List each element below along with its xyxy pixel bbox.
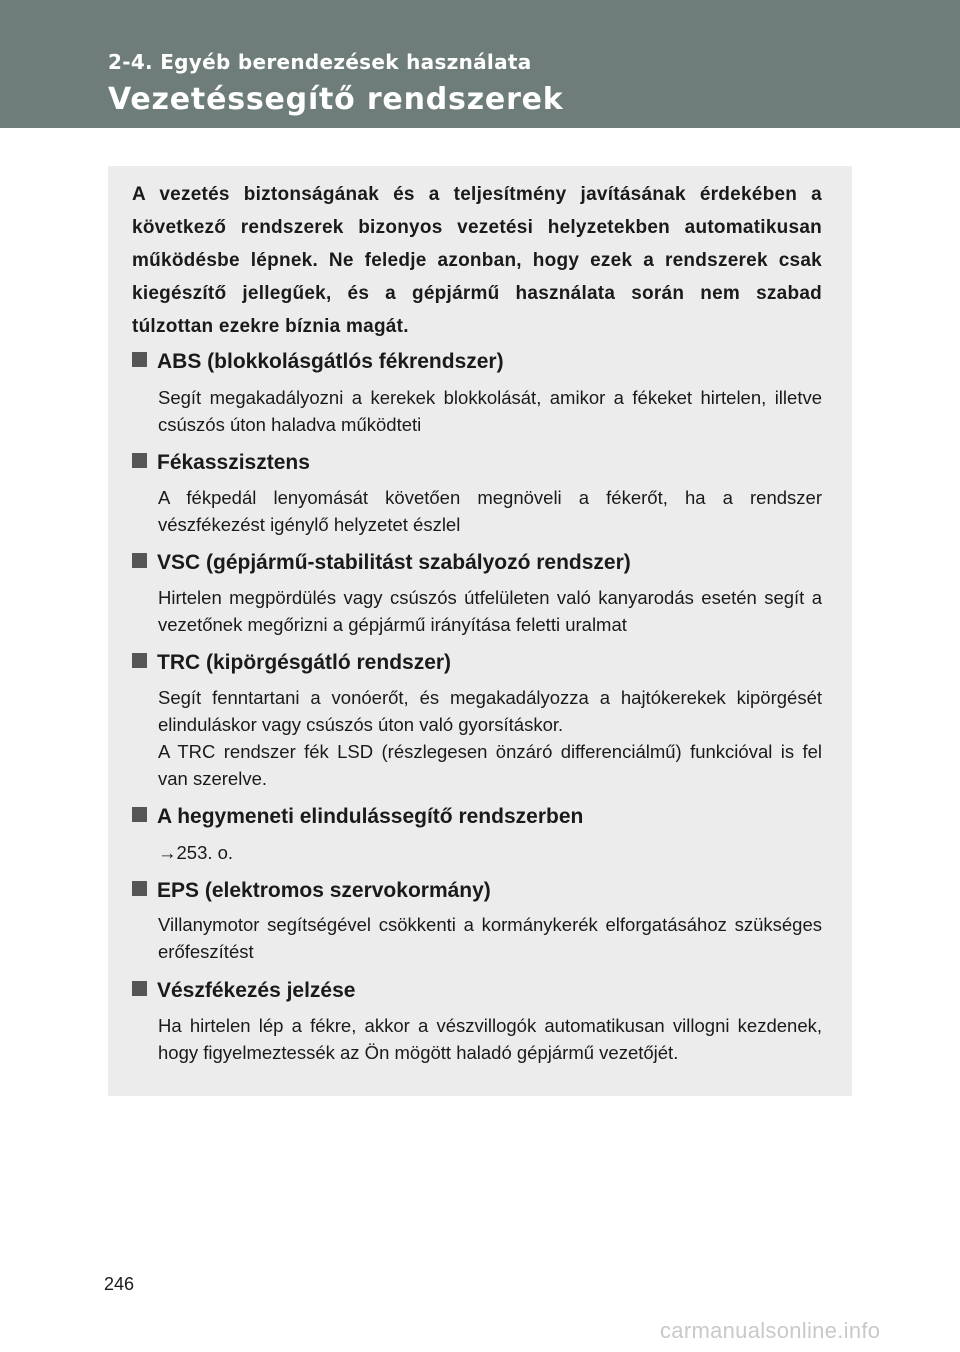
page-header bbox=[0, 0, 960, 128]
section-title-abs bbox=[132, 348, 504, 376]
section-body-eps: Villanymotor segítségével csökkenti a kormánykerék elforgatásához szükséges erőfeszítést bbox=[158, 914, 822, 962]
watermark: carmanualsonline.info bbox=[660, 1318, 881, 1343]
intro-paragraph: A vezetés biztonságának és a teljesítmény javításának érdekében a következő rendszerek bizonyos vezetési helyzetekben automatikusan működésbe lépnek. Ne feledje azonban, hogy ezek a rendszerek csak kiegészítő jellegűek, és a gépjármű használata során nem szabad túlzottan ezekre bíznia magát. bbox=[132, 184, 822, 337]
section-title-hill-start bbox=[132, 803, 583, 831]
section-title-text: Fékasszisztens bbox=[157, 451, 310, 474]
square-bullet-icon bbox=[132, 653, 147, 668]
section-body-trc: Segít fenntartani a vonóerőt, és megakadályozza a hajtókerekek kipörgését elinduláskor vagy csúszós úton való gyorsításkor. bbox=[158, 687, 822, 735]
page-title: Vezetéssegítő rendszerek bbox=[108, 82, 564, 117]
section-title-text: A hegymeneti elindulássegítő rendszerben bbox=[157, 805, 584, 828]
square-bullet-icon bbox=[132, 352, 147, 367]
section-title-text: EPS (elektromos szervokormány) bbox=[157, 879, 491, 902]
square-bullet-icon bbox=[132, 881, 147, 896]
square-bullet-icon bbox=[132, 553, 147, 568]
section-body-brake-assist: A fékpedál lenyomását követően megnöveli a fékerőt, ha a rendszer vészfékezést igénylő helyzetet észlel bbox=[158, 487, 822, 535]
section-body-vsc: Hirtelen megpördülés vagy csúszós útfelületen való kanyarodás esetén segít a vezetőnek megőrizni a gépjármű irányítása feletti uralmat bbox=[158, 587, 822, 635]
page-number: 246 bbox=[104, 1274, 135, 1294]
section-title-text: VSC (gépjármű-stabilitást szabályozó rendszer) bbox=[157, 551, 631, 574]
section-body-emergency-brake-signal: Ha hirtelen lép a fékre, akkor a vészvillogók automatikusan villogni kezdenek, hogy figyelmeztessék az Ön mögött haladó gépjármű vezetőjét. bbox=[158, 1015, 822, 1063]
section-title-text: TRC (kipörgésgátló rendszer) bbox=[157, 651, 452, 674]
section-title-emergency-brake-signal bbox=[132, 977, 355, 1005]
section-body-trc-lsd: A TRC rendszer fék LSD (részlegesen önzáró differenciálmű) funkcióval is fel van szerelve. bbox=[158, 741, 822, 789]
section-title-trc bbox=[132, 649, 451, 677]
section-title-text: ABS (blokkolásgátlós fékrendszer) bbox=[157, 350, 504, 373]
square-bullet-icon bbox=[132, 453, 147, 468]
section-title-eps bbox=[132, 877, 491, 905]
square-bullet-icon bbox=[132, 807, 147, 822]
section-title-vsc bbox=[132, 549, 631, 577]
section-body-abs: Segít megakadályozni a kerekek blokkolását, amikor a fékeket hirtelen, illetve csúszós úton haladva működteti bbox=[158, 387, 822, 435]
section-label: 2-4. Egyéb berendezések használata bbox=[108, 50, 532, 74]
square-bullet-icon bbox=[132, 981, 147, 996]
section-title-brake-assist bbox=[132, 449, 310, 477]
page-reference: →253. o. bbox=[158, 842, 234, 863]
section-title-text: Vészfékezés jelzése bbox=[157, 979, 356, 1002]
